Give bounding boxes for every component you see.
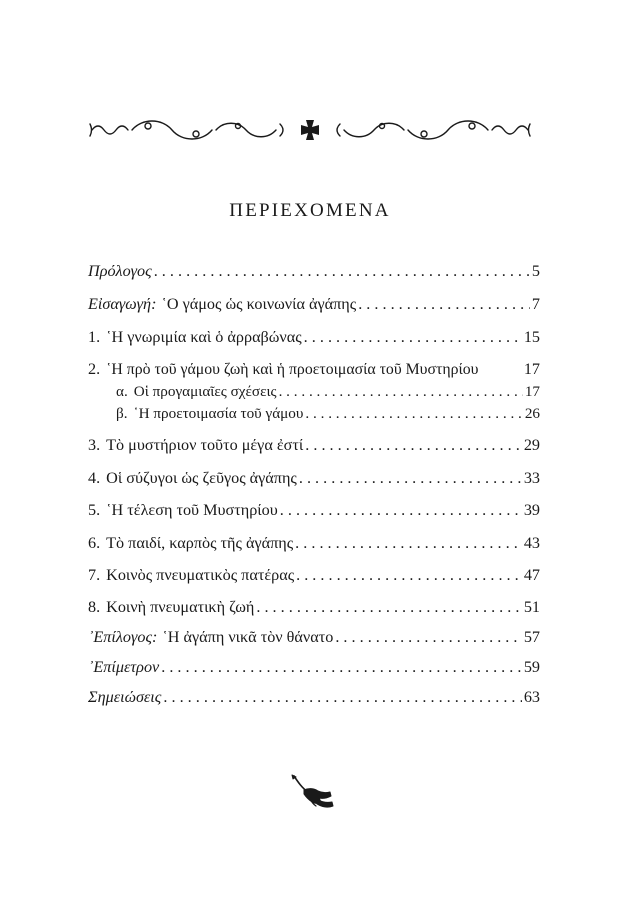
toc-entry-page: 26 [524,405,540,422]
toc-entry[interactable] [88,360,540,382]
toc-entry-page: 7 [531,295,540,313]
toc-entry-label: Κοινὸς πνευματικὸς πατέρας [106,566,295,584]
toc-entry[interactable] [88,658,540,680]
toc-entry-label: ῾Η πρὸ τοῦ γάμου ζωὴ καὶ ἡ προετοιμασία τοῦ Μυστηρίου [106,361,479,378]
toc-entry-label: Κοινὴ πνευματικὴ ζωή [106,598,255,616]
toc-entry[interactable] [88,436,540,458]
toc-entry-number: 6. [88,534,101,552]
toc-entry-page: 47 [523,566,540,584]
toc-entry-number: 5. [88,501,101,519]
toc-entry-label: Οἱ προγαμιαῖες σχέσεις [133,383,277,400]
toc-entry[interactable] [88,628,540,650]
toc-subentry[interactable] [116,383,540,405]
toc-entry-number: 7. [88,566,101,584]
toc-entry-label: Πρόλογος [88,262,152,280]
toc-entry-number: 4. [88,469,101,487]
toc-leader-dots [163,688,521,707]
toc-leader-dots [154,262,530,281]
toc-leader-dots [305,405,522,423]
toc-leader-dots [358,295,530,314]
toc-entry-number: α. [116,383,128,400]
toc-entry-label-rest: ῾Ο γάμος ὡς κοινωνία ἀγάπης [161,295,357,313]
toc-entry[interactable] [88,328,540,350]
toc-entry-label: ᾽Επίλογος: [88,628,158,646]
toc-entry-label: Τὸ μυστήριον τοῦτο μέγα ἐστί [106,436,304,454]
header-ornament-icon [88,116,532,144]
toc-entry-number: β. [116,405,128,422]
toc-leader-dots [295,534,522,553]
toc-entry-number: 3. [88,436,101,454]
toc-entry-number: 8. [88,598,101,616]
toc-entry[interactable] [88,262,540,284]
toc-entry[interactable] [88,534,540,556]
toc-leader-dots [256,598,521,617]
toc-entry-page: 5 [531,262,540,280]
toc-entry[interactable] [88,688,540,710]
toc-entry-number: 1. [88,328,101,346]
toc-entry-label: ῾Η τέλεση τοῦ Μυστηρίου [106,501,278,519]
toc-leader-dots [280,501,522,520]
toc-entry-label: Τὸ παιδί, καρπὸς τῆς ἀγάπης [106,534,294,552]
toc-entry-page: 59 [523,658,540,676]
toc-entry-number: 2. [88,360,101,378]
toc-entry-label: Εἰσαγωγή: [88,295,157,313]
page-title: ΠΕΡΙΕΧΟΜΕΝΑ [229,200,391,221]
toc-entry[interactable] [88,566,540,588]
toc-leader-dots [296,566,522,585]
toc-entry-page: 39 [523,501,540,519]
toc-entry-label: Σημειώσεις [88,688,162,706]
toc-leader-dots [304,328,522,347]
toc-entry-page: 29 [523,436,540,454]
toc-entry-page: 63 [523,688,540,706]
toc-entry[interactable] [88,295,540,317]
toc-leader-dots [161,658,522,677]
toc-leader-dots [299,469,522,488]
toc-subentry[interactable] [116,405,540,427]
toc-entry-page: 17 [523,360,540,378]
toc-entry-label: Οἱ σύζυγοι ὡς ζεῦγος ἀγάπης [106,469,297,487]
toc-leader-dots [305,436,522,455]
toc-entry-page: 51 [523,598,540,616]
toc-entry-label-rest: ῾Η ἀγάπη νικᾶ τὸν θάνατο [162,628,334,646]
toc-entry-page: 33 [523,469,540,487]
toc-entry[interactable] [88,598,540,620]
toc-entry-label: ῾Η γνωριμία καὶ ὁ ἀρραβώνας [106,328,302,346]
toc-leader-dots [335,628,522,647]
toc-entry-label: ᾽Επίμετρον [88,658,160,676]
toc-entry-label: ῾Η προετοιμασία τοῦ γάμου [133,405,304,422]
pointing-hand-icon [288,774,336,810]
toc-entry-page: 17 [524,383,540,400]
toc-leader-dots [279,383,523,401]
toc-entry[interactable] [88,469,540,491]
toc-entry-page: 43 [523,534,540,552]
toc-entry-page: 57 [523,628,540,646]
toc-entry[interactable] [88,501,540,523]
toc-entry-page: 15 [523,328,540,346]
